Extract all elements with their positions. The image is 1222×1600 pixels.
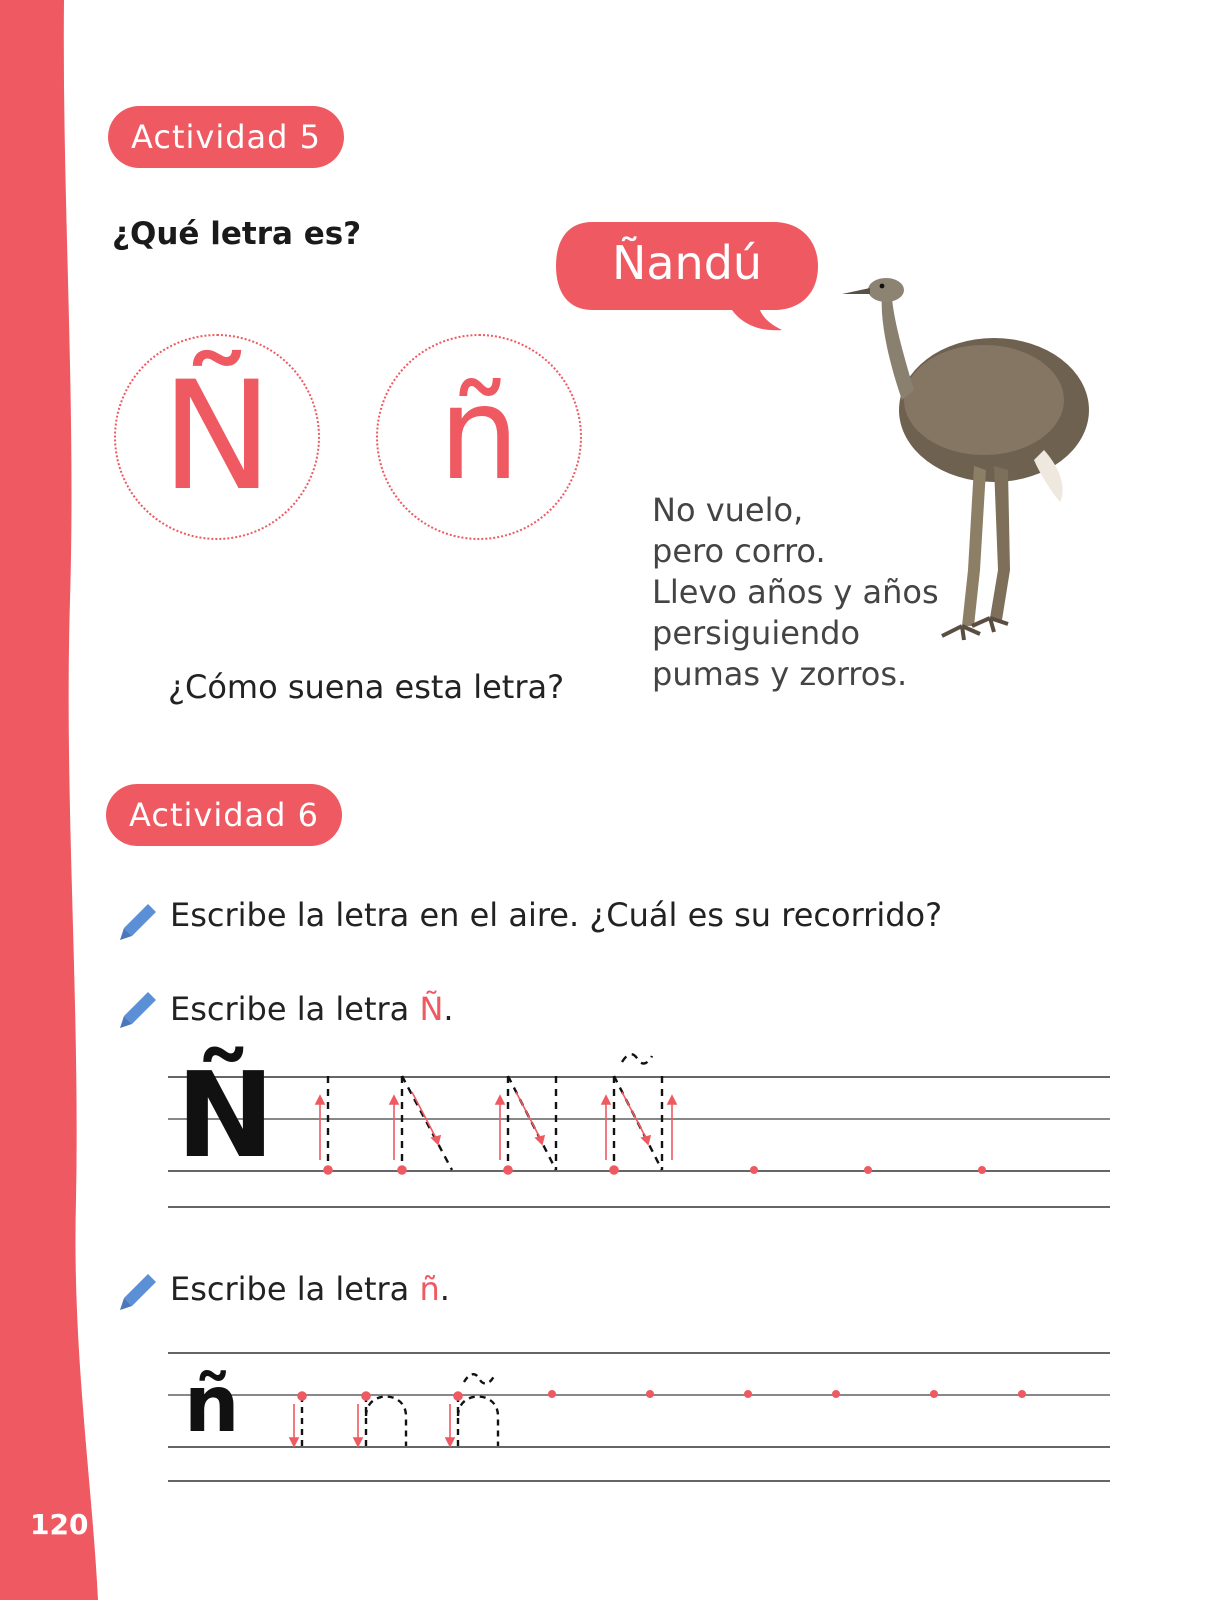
- instruction-text: Escribe la letra: [170, 990, 420, 1028]
- start-dot: [744, 1390, 752, 1398]
- guide-line-bottom: [168, 1206, 1110, 1208]
- lowercase-tracing-guides: [280, 1360, 520, 1456]
- question-title: ¿Qué letra es?: [112, 216, 362, 252]
- riddle-line: No vuelo,: [652, 491, 804, 529]
- instruction-punct: .: [443, 990, 454, 1028]
- instruction-text: Escribe la letra: [170, 1270, 420, 1308]
- page-number: 120: [30, 1508, 89, 1541]
- uppercase-tracing-guides: [300, 1050, 700, 1180]
- pencil-icon: [116, 898, 162, 944]
- lowercase-letter: ñ: [438, 360, 520, 509]
- guide-line-bottom: [168, 1480, 1110, 1482]
- model-lowercase-letter: ñ: [184, 1360, 240, 1450]
- pencil-icon: [116, 1268, 162, 1314]
- instruction-write-uppercase: [170, 990, 454, 1028]
- instruction-punct: .: [439, 1270, 450, 1308]
- riddle-line: pumas y zorros.: [652, 655, 908, 693]
- instruction-letter: ñ: [419, 1270, 440, 1308]
- model-uppercase-letter: Ñ: [176, 1046, 275, 1184]
- riddle-line: pero corro.: [652, 532, 826, 570]
- instruction-air-writing: Escribe la letra en el aire. ¿Cuál es su recorrido?: [170, 896, 943, 934]
- activity-5-badge: Actividad 5: [108, 106, 344, 168]
- start-dot: [978, 1166, 986, 1174]
- guide-line-top: [168, 1352, 1110, 1354]
- sound-question: ¿Cómo suena esta letra?: [168, 668, 565, 706]
- start-dot: [1018, 1390, 1026, 1398]
- start-dot: [930, 1390, 938, 1398]
- start-dot: [646, 1390, 654, 1398]
- pencil-icon: [116, 986, 162, 1032]
- riddle-line: Llevo años y años: [652, 573, 939, 611]
- side-band: [0, 0, 110, 1600]
- bubble-word: Ñandú: [611, 236, 763, 290]
- start-dot: [548, 1390, 556, 1398]
- start-dot: [832, 1390, 840, 1398]
- riddle-text: [652, 490, 939, 695]
- start-dot: [864, 1166, 872, 1174]
- activity-6-badge: Actividad 6: [106, 784, 342, 846]
- uppercase-letter: Ñ: [160, 350, 274, 524]
- instruction-write-lowercase: [170, 1270, 450, 1308]
- riddle-line: persiguiendo: [652, 614, 861, 652]
- instruction-letter: Ñ: [419, 990, 444, 1028]
- start-dot: [750, 1166, 758, 1174]
